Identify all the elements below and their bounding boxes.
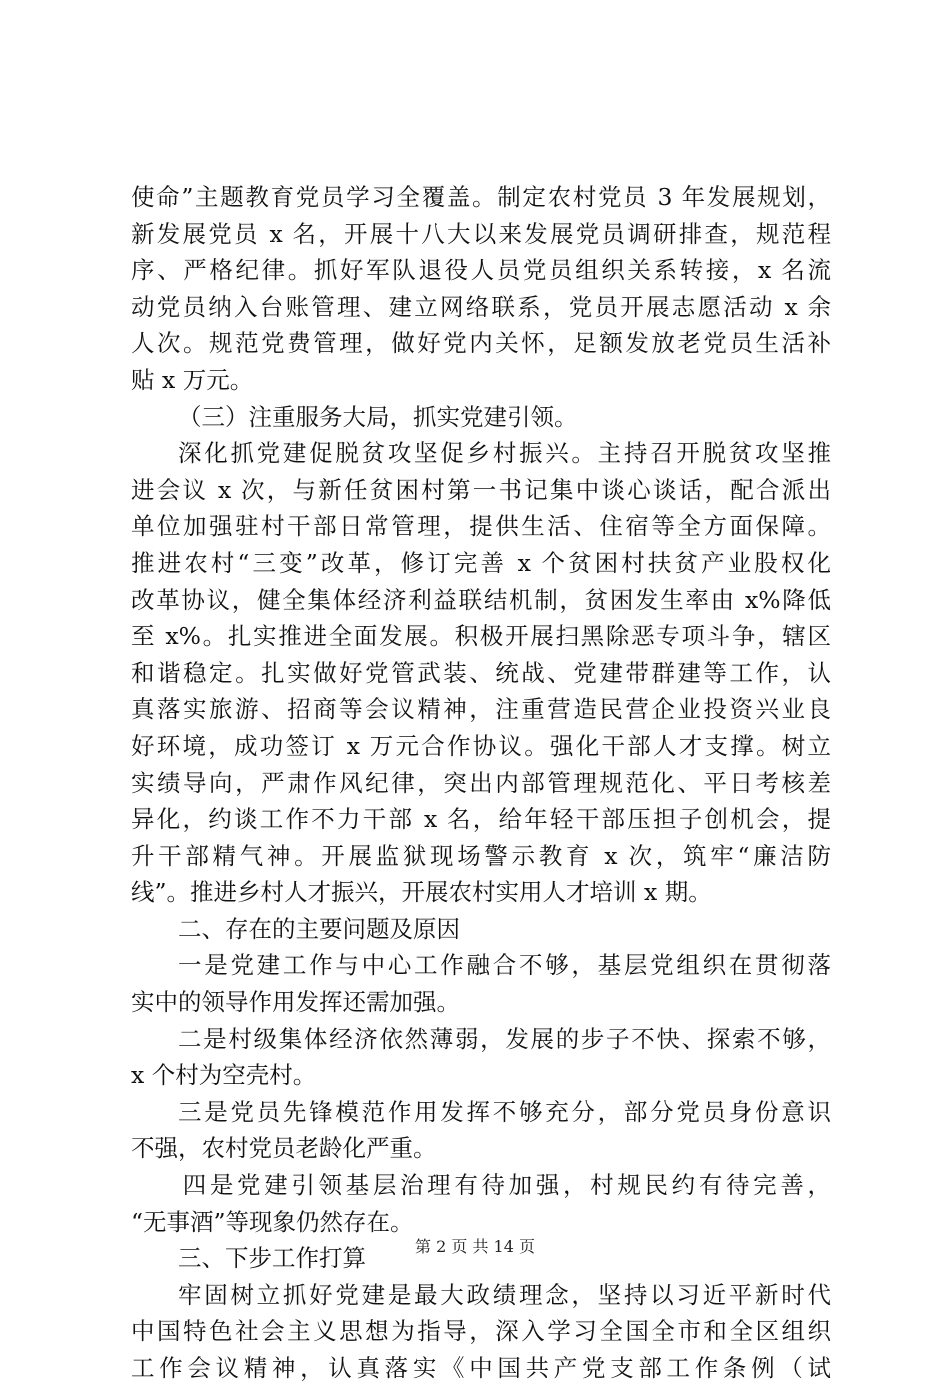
text-line: 线”。推进乡村人才振兴，开展农村实用人才培训 x 期。 [131, 878, 712, 907]
text-line: 工作会议精神，认真落实《中国共产党支部工作条例（试 [131, 1354, 831, 1382]
text-line: 好环境，成功签订 x 万元合作协议。强化干部人才支撑。树立 [131, 731, 831, 760]
text-line: 二、存在的主要问题及原因 [178, 914, 460, 943]
text-line: 进会议 x 次，与新任贫困村第一书记集中谈心谈话，配合派出 [131, 475, 831, 504]
text-line: 四是党建引领基层治理有待加强，村规民约有待完善， [182, 1171, 831, 1200]
text-line: 异化，约谈工作不力干部 x 名，给年轻干部压担子创机会，提 [131, 805, 831, 834]
text-line: 牢固树立抓好党建是最大政绩理念，坚持以习近平新时代 [178, 1280, 831, 1309]
text-line: 至 x%。扎实推进全面发展。积极开展扫黑除恶专项斗争，辖区 [131, 622, 831, 651]
text-line: 不强，农村党员老龄化严重。 [131, 1134, 437, 1163]
text-line: 升干部精气神。开展监狱现场警示教育 x 次，筑牢“廉洁防 [131, 841, 831, 870]
text-line: 推进农村“三变”改革，修订完善 x 个贫困村扶贫产业股权化 [131, 548, 831, 577]
text-line: 动党员纳入台账管理、建立网络联系，党员开展志愿活动 x 余 [131, 292, 831, 321]
page-footer: 第 2 页 共 14 页 [415, 1237, 535, 1256]
text-line: 二是村级集体经济依然薄弱，发展的步子不快、探索不够， [178, 1024, 831, 1053]
text-line: 三、下步工作打算 [178, 1244, 366, 1273]
text-line: 贴 x 万元。 [131, 365, 254, 394]
text-line: 中国特色社会主义思想为指导，深入学习全国全市和全区组织 [131, 1317, 831, 1346]
text-line: 深化抓党建促脱贫攻坚促乡村振兴。主持召开脱贫攻坚推 [178, 439, 831, 468]
text-line: 真落实旅游、招商等会议精神，注重营造民营企业投资兴业良 [131, 695, 831, 724]
text-line: 和谐稳定。扎实做好党管武装、统战、党建带群建等工作，认 [131, 658, 831, 687]
text-line: 序、严格纪律。抓好军队退役人员党员组织关系转接，x 名流 [131, 256, 831, 285]
text-line: x 个村为空壳村。 [131, 1061, 317, 1090]
text-line: 使命”主题教育党员学习全覆盖。制定农村党员 3 年发展规划， [131, 183, 831, 211]
text-line: 人次。规范党费管理，做好党内关怀，足额发放老党员生活补 [131, 329, 831, 358]
text-line: （三）注重服务大局，抓实党建引领。 [178, 402, 578, 431]
text-line: 单位加强驻村干部日常管理，提供生活、住宿等全方面保障。 [131, 512, 831, 541]
text-line: 实绩导向，严肃作风纪律，突出内部管理规范化、平日考核差 [131, 768, 831, 797]
document-body [131, 179, 831, 1387]
text-line: “无事酒”等现象仍然存在。 [131, 1207, 414, 1236]
text-line: 三是党员先锋模范作用发挥不够充分，部分党员身份意识 [178, 1097, 831, 1126]
text-line: 改革协议，健全集体经济利益联结机制，贫困发生率由 x%降低 [131, 585, 831, 614]
text-line: 实中的领导作用发挥还需加强。 [131, 988, 460, 1017]
text-line: 新发展党员 x 名，开展十八大以来发展党员调研排查，规范程 [131, 219, 831, 248]
text-line: 一是党建工作与中心工作融合不够，基层党组织在贯彻落 [178, 951, 831, 980]
